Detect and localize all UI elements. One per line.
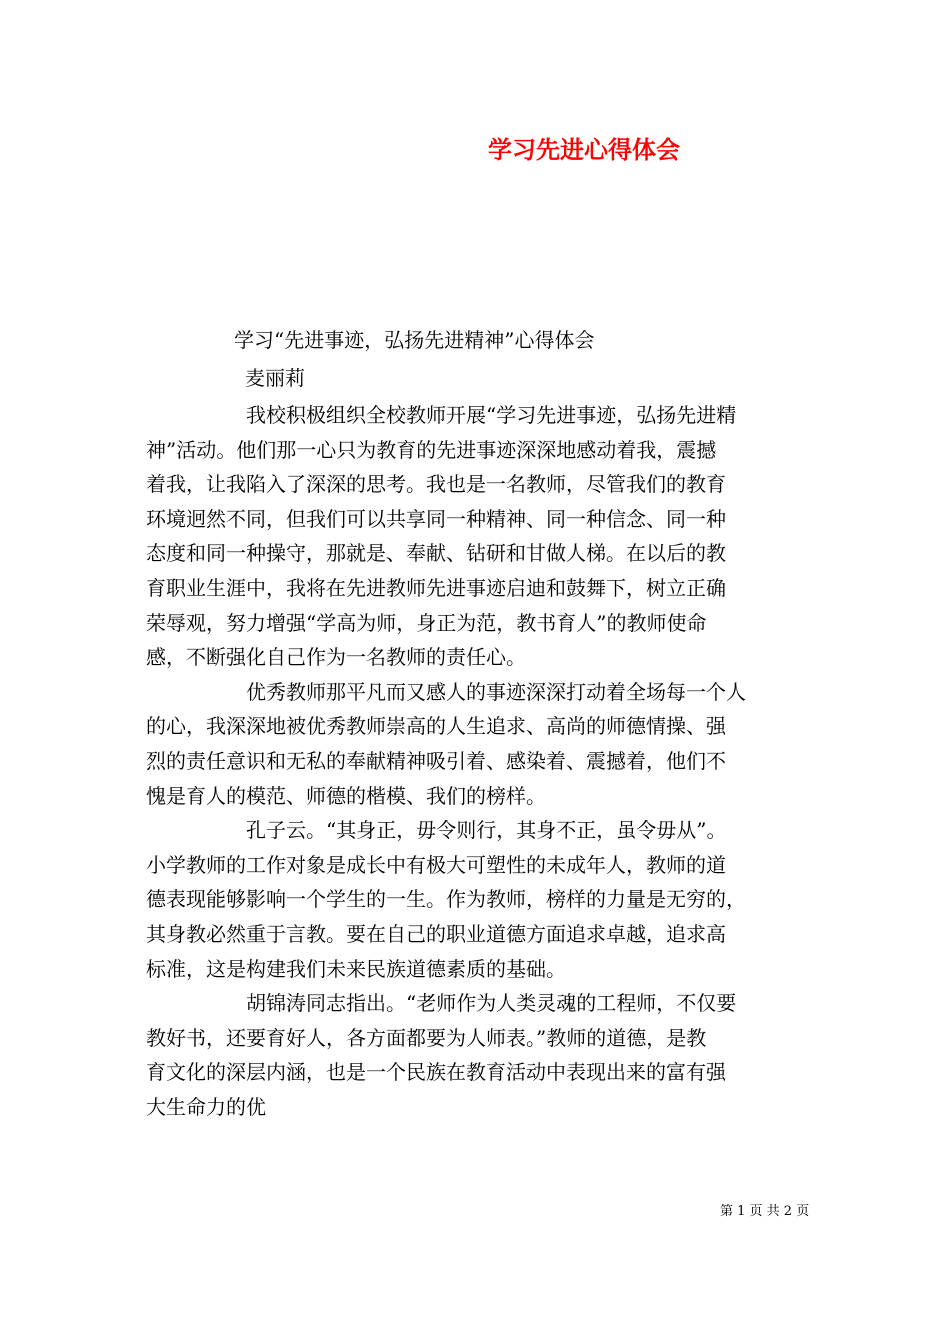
text-line: 环境迥然不同，但我们可以共享同一种精神、同一种信念、同一种 bbox=[146, 506, 726, 531]
page-number: 第 1 页 共 2 页 bbox=[720, 1204, 810, 1219]
text-line: 愧是育人的模范、师德的楷模、我们的榜样。 bbox=[146, 783, 546, 808]
text-line: 育职业生涯中，我将在先进教师先进事迹启迪和鼓舞下，树立正确 bbox=[146, 575, 726, 600]
text-line: 德表现能够影响一个学生的一生。作为教师，榜样的力量是无穷的， bbox=[146, 887, 746, 912]
text-line: 育文化的深层内涵，也是一个民族在教育活动中表现出来的富有强 bbox=[146, 1060, 726, 1085]
text-line: 烈的责任意识和无私的奉献精神吸引着、感染着、震撼着，他们不 bbox=[146, 748, 726, 773]
text-line: 教好书，还要育好人，各方面都要为人师表。”教师的道德，是教 bbox=[146, 1025, 707, 1050]
text-line: 标准，这是构建我们未来民族道德素质的基础。 bbox=[146, 956, 566, 981]
document-title: 学习先进心得体会 bbox=[488, 135, 680, 164]
text-line: 神”活动。他们那一心只为教育的先进事迹深深地感动着我，震撼 bbox=[146, 437, 717, 462]
text-line: 优秀教师那平凡而又感人的事迹深深打动着全场每一个人 bbox=[246, 679, 746, 704]
body-text bbox=[146, 398, 814, 1124]
author-name: 麦丽莉 bbox=[245, 366, 305, 390]
text-line: 的心，我深深地被优秀教师崇高的人生追求、高尚的师德情操、强 bbox=[146, 714, 726, 739]
text-line: 荣辱观，努力增强“学高为师，身正为范，教书育人”的教师使命 bbox=[146, 610, 707, 635]
text-line: 胡锦涛同志指出。“老师作为人类灵魂的工程师，不仅要 bbox=[246, 991, 737, 1016]
text-line: 大生命力的优 bbox=[146, 1094, 266, 1119]
text-line: 我校积极组织全校教师开展“学习先进事迹，弘扬先进精 bbox=[246, 403, 737, 427]
text-line: 小学教师的工作对象是成长中有极大可塑性的未成年人，教师的道 bbox=[146, 852, 726, 877]
text-line: 着我，让我陷入了深深的思考。我也是一名教师，尽管我们的教育 bbox=[146, 472, 726, 497]
document-subtitle: 学习“先进事迹，弘扬先进精神”心得体会 bbox=[234, 328, 595, 352]
text-line: 态度和同一种操守，那就是、奉献、钻研和甘做人梯。在以后的教 bbox=[146, 541, 726, 566]
text-line: 其身教必然重于言教。要在自己的职业道德方面追求卓越，追求高 bbox=[146, 921, 726, 946]
text-line: 感，不断强化自己作为一名教师的责任心。 bbox=[146, 645, 526, 670]
text-line: 孔子云。“其身正，毋令则行，其身不正，虽令毋从”。 bbox=[246, 818, 727, 843]
